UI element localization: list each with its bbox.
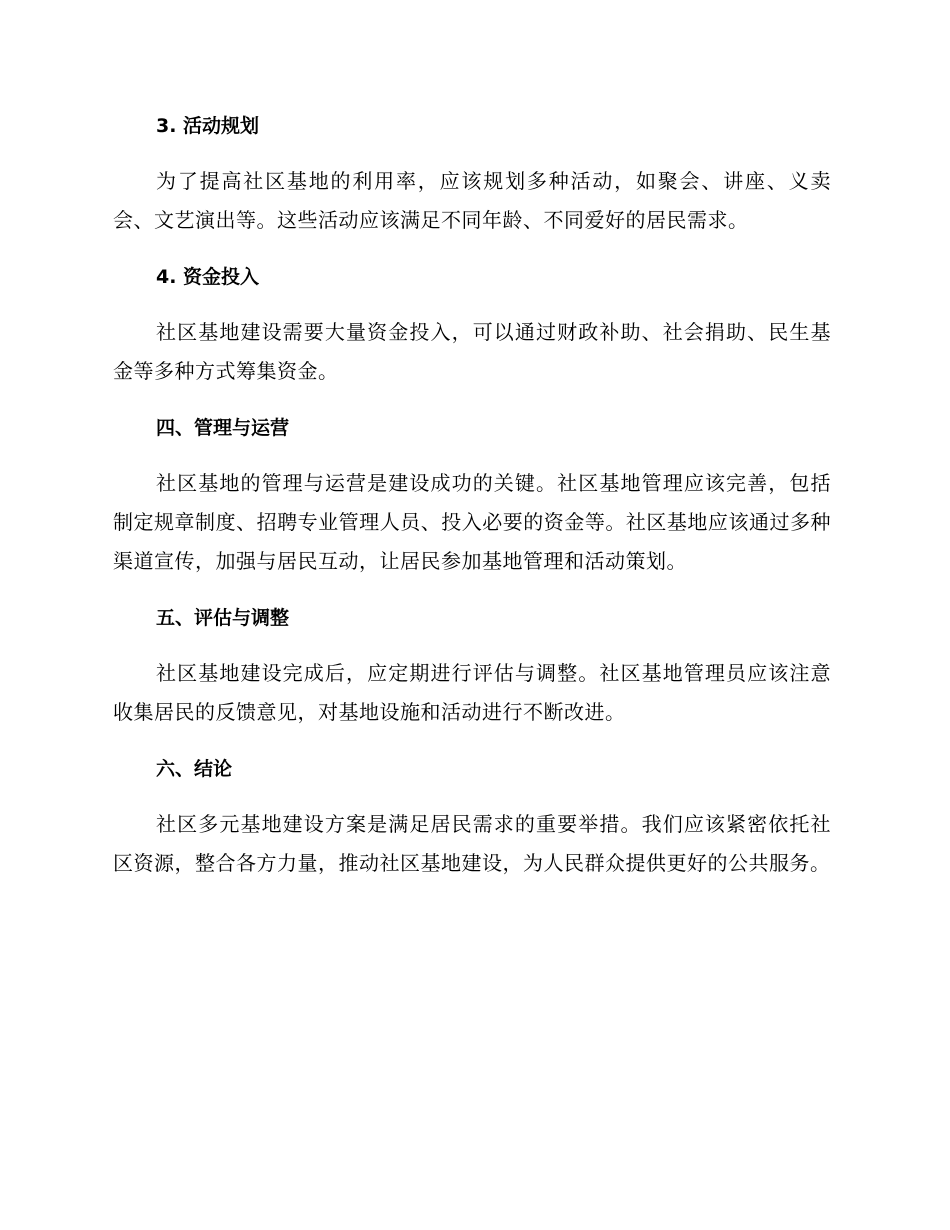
section-heading-funding: 4. 资金投入 bbox=[156, 266, 260, 288]
section-heading-conclusion: 六、结论 bbox=[156, 758, 233, 780]
section-body-activity-planning: 为了提高社区基地的利用率，应该规划多种活动，如聚会、讲座、义卖会、文艺演出等。这些活动应该满足不同年龄、不同爱好的居民需求。 bbox=[113, 169, 831, 232]
section-body-conclusion: 社区多元基地建设方案是满足居民需求的重要举措。我们应该紧密依托社区资源，整合各方力量，推动社区基地建设，为人民群众提供更好的公共服务。 bbox=[113, 812, 831, 875]
section-heading-activity-planning: 3. 活动规划 bbox=[156, 115, 260, 137]
section-body-funding: 社区基地建设需要大量资金投入，可以通过财政补助、社会捐助、民生基金等多种方式筹集资金。 bbox=[113, 320, 831, 383]
section-body-evaluation: 社区基地建设完成后，应定期进行评估与调整。社区基地管理员应该注意收集居民的反馈意见，对基地设施和活动进行不断改进。 bbox=[113, 661, 831, 724]
section-body-management: 社区基地的管理与运营是建设成功的关键。社区基地管理应该完善，包括制定规章制度、招聘专业管理人员、投入必要的资金等。社区基地应该通过多种渠道宣传，加强与居民互动，让居民参加基地管理和活动策划。 bbox=[113, 471, 831, 573]
document-page bbox=[113, 108, 831, 883]
section-heading-management: 四、管理与运营 bbox=[156, 417, 290, 439]
section-heading-evaluation: 五、评估与调整 bbox=[156, 607, 290, 629]
